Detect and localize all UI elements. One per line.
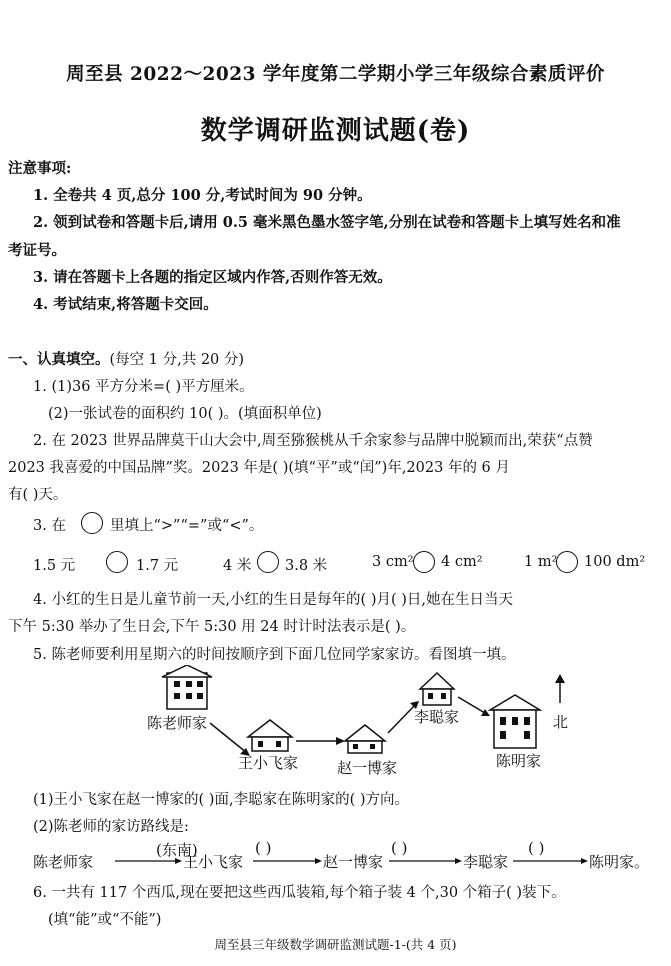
question-1a: 1. (1)36 平方分米=( )平方厘米。 [33,379,254,395]
note-item-1: 1. 全卷共 4 页,总分 100 分,考试时间为 90 分钟。 [33,187,372,204]
question-1b: (2)一张试卷的面积约 10( )。(填面积单位) [48,406,322,422]
question-5-part2: (2)陈老师的家访路线是: [33,819,189,835]
note-item-4: 4. 考试结束,将答题卡交回。 [33,296,218,313]
route-stop-3: 赵一博家 [323,853,384,871]
question-5: 5. 陈老师要利用星期六的时间按顺序到下面几位同学家家访。看图填一填。 [33,647,516,663]
house-label-zhao: 赵一博家 [337,759,398,777]
compare-right-2: 3.8 米 [285,558,328,574]
route-stop-4: 李聪家 [463,853,509,871]
house-icon [490,695,540,748]
route-stop-2: 王小飞家 [183,853,244,871]
section1-heading-row [8,348,244,369]
house-icon [345,725,385,753]
compare-circle-4[interactable] [556,551,578,573]
route-label-4: ( ) [528,839,545,857]
question-5-part1: (1)王小飞家在赵一博家的( )面,李聪家在陈明家的( )方向。 [33,792,409,808]
page-footer: 周至县三年级数学调研监测试题-1-(共 4 页) [214,937,457,952]
question-3-suffix: 里填上“>”“=”或“<”。 [110,518,264,534]
compare-circle-2[interactable] [257,551,279,573]
question-4-line2: 下午 5:30 举办了生日会,下午 5:30 用 24 时计时法表示是( )。 [8,619,416,635]
compare-left-4: 1 m² [524,554,558,570]
question-4-line1: 4. 小红的生日是儿童节前一天,小红的生日是每年的( )月( )日,她在生日当天 [33,592,514,608]
question-6-line1: 6. 一共有 117 个西瓜,现在要把这些西瓜装箱,每个箱子装 4 个,30 个箱子( )装下。 [33,885,566,901]
north-label: 北 [553,713,569,731]
answer-circle[interactable] [81,512,103,534]
route-label-1: (东南) [156,841,198,859]
note-item-2: 2. 领到试卷和答题卡后,请用 0.5 毫米黑色墨水签字笔,分别在试卷和答题卡上填写姓名和准 [33,214,621,231]
question-2-line3: 有( )天。 [8,487,68,503]
question-6-line2: (填“能”或“不能”) [48,912,162,928]
route-stop-5: 陈明家。 [589,853,650,871]
compare-right-3: 4 cm² [441,554,483,570]
compare-right-4: 100 dm² [584,554,646,570]
section1-score: (每空 1 分,共 20 分) [109,352,245,368]
question-2-line1: 2. 在 2023 世界品牌莫干山大会中,周至猕猴桃从千余家参与品牌中脱颖而出,荣获“点赞 [33,433,593,449]
house-label-chen-teacher: 陈老师家 [147,714,208,732]
section1-heading: 一、认真填空。 [8,351,110,368]
route-label-3: ( ) [391,839,408,857]
compare-left-2: 4 米 [223,558,252,574]
compare-right-1: 1.7 元 [136,558,179,574]
route-arrows [0,856,671,866]
house-icon [162,665,212,709]
exam-subtitle: 数学调研监测试题(卷) [200,116,471,146]
question-3-prefix: 3. 在 [33,518,66,534]
compare-circle-3[interactable] [413,551,435,573]
house-icon [420,673,454,705]
exam-title: 周至县 2022～2023 学年度第二学期小学三年级综合素质评价 [66,64,605,85]
house-label-wang: 王小飞家 [238,754,299,772]
note-item-2-cont: 考证号。 [8,242,66,259]
route-stop-1: 陈老师家 [33,853,94,871]
compare-circle-1[interactable] [106,551,128,573]
house-label-li: 李聪家 [414,708,460,726]
note-item-3: 3. 请在答题卡上各题的指定区域内作答,否则作答无效。 [33,269,392,286]
notes-heading: 注意事项: [8,160,72,177]
house-label-chen-ming: 陈明家 [496,752,542,770]
route-label-2: ( ) [255,839,272,857]
compare-left-1: 1.5 元 [33,558,76,574]
house-icon [248,720,292,751]
north-arrow-icon [555,674,565,703]
compare-left-3: 3 cm² [372,554,414,570]
question-2-line2: 2023 我喜爱的中国品牌”奖。2023 年是( )(填“平”或“闰”)年,2023 年的 6 月 [8,460,510,476]
